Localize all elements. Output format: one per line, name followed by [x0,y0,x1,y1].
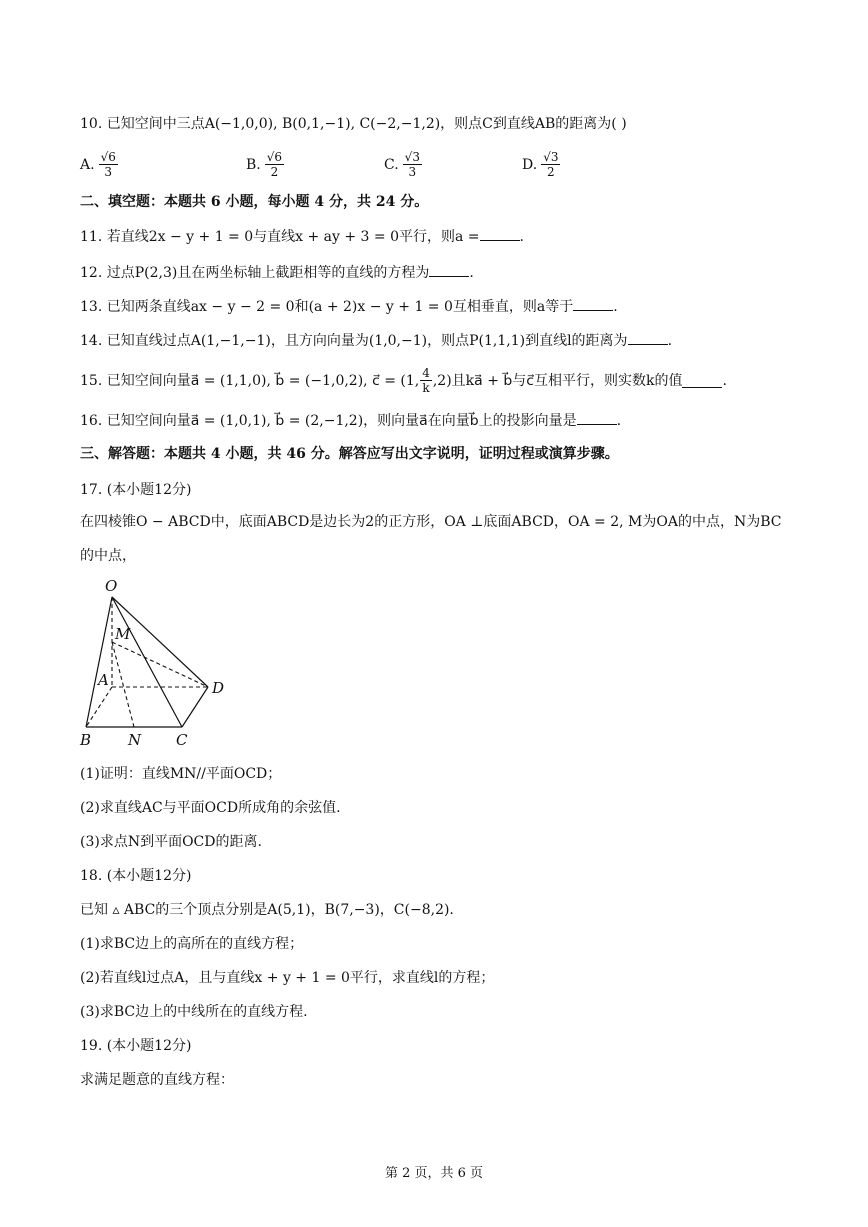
answer-blank[interactable] [480,226,520,241]
option-d-denominator: 2 [547,165,555,179]
answer-blank[interactable] [429,262,469,277]
option-b-fraction [265,150,284,179]
option-a-numerator: √6 [100,150,116,164]
option-d-numerator: √3 [543,150,559,164]
label-c: C [176,731,188,749]
option-d [522,150,560,179]
question-19-header: 19. (本小题12分) [80,1038,192,1054]
question-12-text: 12. 过点P(2,3)且在两坐标轴上截距相等的直线的方程为 [80,265,430,281]
question-14: 14. 已知直线过点A(1,−1,−1)，且方向向量为(1,0,−1)，则点P(1,1,1)到直线l的距离为 . [80,330,672,351]
question-13-text: 13. 已知两条直线ax − y − 2 = 0和(a + 2)x − y + 1 = 0互相垂直，则a等于 [80,299,574,315]
option-b-numerator: √6 [266,150,283,164]
segment-mn [112,642,134,727]
question-11-text: 11. 若直线2x − y + 1 = 0与直线x + ay + 3 = 0平行，则a = [80,229,480,245]
answer-blank[interactable] [577,410,617,425]
option-d-fraction [541,150,560,179]
label-n: N [128,731,142,749]
question-15: 15. 已知空间向量a⃗ = (1,1,0), b⃗ = (−1,0,2), c⃗ = (1, $\frac{4}{k}$ ,2)且ka⃗ + b⃗与c⃗互相平行，则实数k的值 . [80,366,727,395]
question-15-fraction-den: k [422,381,430,395]
option-d-label: D. [522,156,538,173]
question-18-part-3: (3)求BC边上的中线所在的直线方程. [80,1004,308,1020]
answer-blank[interactable] [573,296,613,311]
question-18-part-1: (1)求BC边上的高所在的直线方程； [80,936,304,952]
option-a-fraction [99,150,118,179]
question-17-part-3: (3)求点N到平面OCD的距离. [80,834,262,850]
edge-oc [112,597,182,727]
option-c-numerator: √3 [404,150,420,164]
answer-blank[interactable] [628,330,668,345]
option-b-label: B. [246,156,261,173]
question-17-part-2: (2)求直线AC与平面OCD所成角的余弦值. [80,800,341,816]
question-13: 13. 已知两条直线ax − y − 2 = 0和(a + 2)x − y + 1 = 0互相垂直，则a等于 . [80,296,618,317]
label-d: D [212,679,225,697]
option-a-denominator: 3 [104,165,113,179]
edge-cd [182,687,208,727]
question-11: 11. 若直线2x − y + 1 = 0与直线x + ay + 3 = 0平行，则a = . [80,226,524,247]
question-17-line-2: 的中点， [80,548,136,564]
option-c-denominator: 3 [408,165,417,179]
option-c-fraction [403,150,422,179]
page-footer: 第 2 页，共 6 页 [384,1166,484,1181]
question-17-part-1: (1)证明：直线MN//平面OCD； [80,766,282,782]
option-a-label: A. [80,156,95,173]
question-17-line-1: 在四棱锥O − ABCD中，底面ABCD是边长为2的正方形，OA ⊥底面ABCD，OA = 2, M为OA的中点，N为BC [80,514,782,530]
question-15-text-1: 15. 已知空间向量a⃗ = (1,1,0), b⃗ = (−1,0,2), c⃗ = (1, [80,372,420,389]
section-answer: 三、解答题：本题共 4 小题，共 46 分。解答应写出文字说明，证明过程或演算步骤。 [80,446,619,462]
label-m: M [115,625,131,643]
question-12: 12. 过点P(2,3)且在两坐标轴上截距相等的直线的方程为 . [80,262,474,283]
question-18-part-2: (2)若直线l过点A，且与直线x + y + 1 = 0平行，求直线l的方程； [80,970,495,986]
question-10: 10. 已知空间中三点A(−1,0,0), B(0,1,−1), C(−2,−1,2)，则点C到直线AB的距离为( ) [80,116,627,132]
option-a [80,150,118,179]
question-19-line-1: 求满足题意的直线方程： [80,1072,234,1088]
segment-md [112,642,208,687]
option-b [246,150,284,179]
question-16: 16. 已知空间向量a⃗ = (1,0,1), b⃗ = (2,−1,2)，则向量a⃗在向量b⃗上的投影向量是 . [80,410,621,431]
question-17-header: 17. (本小题12分) [80,482,192,498]
option-c-label: C. [384,156,399,173]
label-o: O [105,577,118,595]
question-18-line-1: 已知 ▵ ABC的三个顶点分别是A(5,1)，B(7,−3)，C(−8,2). [80,902,454,918]
label-b: B [80,731,92,749]
question-15-fraction-num: 4 [422,366,430,380]
question-18-header: 18. (本小题12分) [80,868,192,884]
label-a: A [98,671,109,689]
question-16-text: 16. 已知空间向量a⃗ = (1,0,1), b⃗ = (2,−1,2)，则向量a⃗在向量b⃗上的投影向量是 [80,413,577,429]
question-14-text: 14. 已知直线过点A(1,−1,−1)，且方向向量为(1,0,−1)，则点P(1,1,1)到直线l的距离为 [80,333,628,349]
answer-blank[interactable] [682,373,722,388]
question-15-text-2: ,2)且ka⃗ + b⃗与c⃗互相平行，则实数k的值 [432,372,683,389]
section-fill-in: 二、填空题：本题共 6 小题，每小题 4 分，共 24 分。 [80,194,429,210]
option-b-denominator: 2 [270,165,279,179]
pyramid-figure [78,575,238,755]
question-15-fraction [420,366,432,395]
option-c [384,150,422,179]
question-10-options [80,150,800,184]
